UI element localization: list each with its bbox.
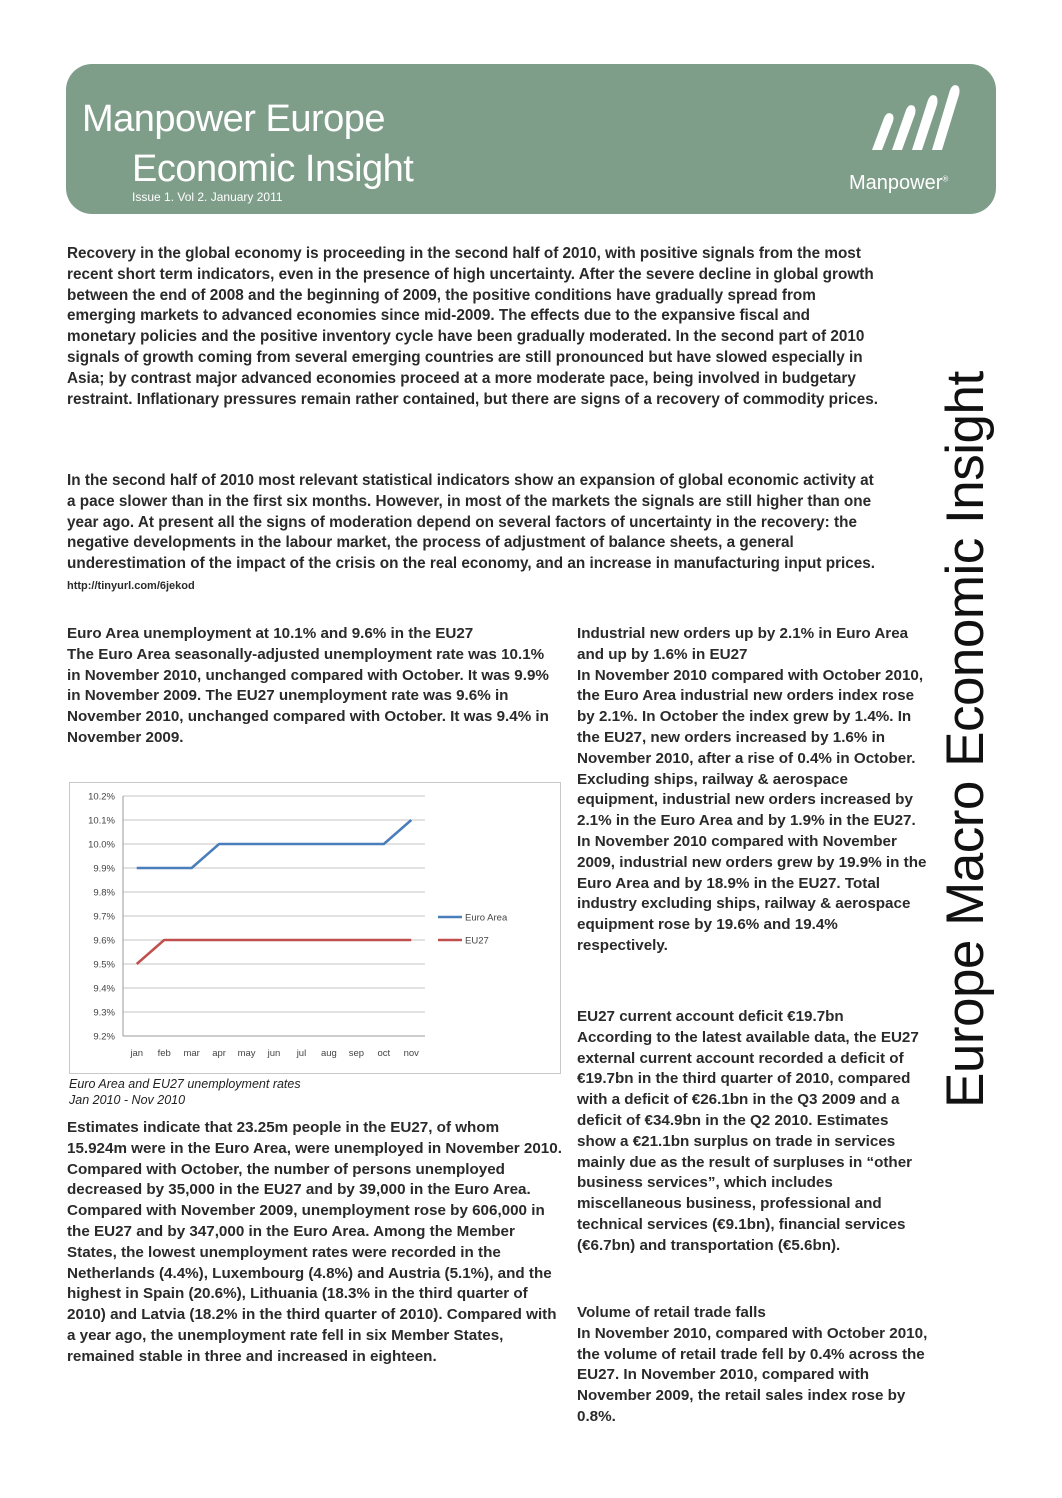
y-tick-label: 9.9% [93, 863, 115, 875]
x-tick-label: nov [403, 1048, 419, 1059]
deficit-heading: EU27 current account deficit €19.7bn [577, 1008, 844, 1025]
orders-body: In November 2010 compared with October 2010, the Euro Area industrial new orders index rose by 2.1%. In October the index grew by 1.4%. In the EU27, new orders increased by 1.6% in November 2010, after a rise of 0.4% in October. Excluding ships, railway & aerospace equipment, industrial new orders increased by 2.1% in the Euro Area and by 1.9% in the EU27. In November 2010 compared with November 2009, industrial new orders grew by 19.9% in the Euro Area and by 18.9% in the EU27. Total industry excluding ships, railway & aerospace equipment rose by 19.6% and 19.4% respectively. [577, 666, 927, 954]
x-tick-label: sep [348, 1048, 365, 1059]
y-tick-label: 9.7% [93, 911, 115, 923]
x-tick-label: oct [377, 1048, 391, 1059]
y-tick-label: 9.2% [93, 1031, 115, 1043]
unemployment-section [67, 624, 557, 749]
y-tick-label: 9.8% [93, 887, 115, 899]
x-tick-label: jan [130, 1048, 144, 1059]
retail-heading: Volume of retail trade falls [577, 1304, 766, 1321]
x-tick-label: may [237, 1048, 256, 1059]
retail-body: In November 2010, compared with October 2010, the volume of retail trade fell by 0.4% across the EU27. In November 2010, compared with November 2009, the retail sales index rose by 0.8%. [577, 1324, 928, 1425]
x-tick-label: jun [267, 1048, 281, 1059]
side-title: Europe Macro Economic Insight [936, 371, 995, 1108]
y-tick-label: 10.1% [88, 815, 115, 827]
y-tick-label: 9.4% [93, 983, 115, 995]
y-tick-label: 9.6% [93, 935, 115, 947]
x-tick-label: mar [183, 1048, 200, 1059]
manpower-wordmark: Manpower® [849, 172, 949, 194]
legend-label: EU27 [465, 935, 489, 947]
banner-title-line1: Manpower Europe [82, 98, 386, 140]
chart-caption [69, 1076, 301, 1108]
x-tick-label: aug [320, 1048, 337, 1059]
unemployment-chart [69, 782, 561, 1074]
y-tick-label: 10.2% [88, 791, 115, 803]
banner-title-line2: Economic Insight [132, 148, 414, 190]
intro-paragraph-1: Recovery in the global economy is proceeding in the second half of 2010, with positive signals from the most recent short term indicators, even in the presence of high uncertainty. After the severe decline in global growth between the end of 2008 and the beginning of 2009, the positive conditions have gradually spread from emerging markets to advanced economies since mid-2009. The effects due to the expansive fiscal and monetary policies and the positive inventory cycle have been gradually moderated. In the second part of 2010 signals of growth coming from several emerging countries are still pronounced but have slowed especially in Asia; by contrast major advanced economies proceed at a more moderate pace, being involved in budgetary restraint. Inflationary pressures remain rather contained, but there are signs of a recovery of commodity prices. [67, 245, 878, 408]
y-tick-label: 9.3% [93, 1007, 115, 1019]
y-tick-label: 9.5% [93, 959, 115, 971]
chart-caption-line1: Euro Area and EU27 unemployment rates [69, 1077, 301, 1091]
unemployment-body: The Euro Area seasonally-adjusted unemployment rate was 10.1% in November 2010, unchanged compared with October. It was 9.9% in November 2009. The EU27 unemployment rate was 9.6% in November 2010, unchanged compared with October. It was 9.4% in November 2009. [67, 645, 549, 746]
deficit-body: According to the latest available data, the EU27 external current account recorded a deficit of €19.7bn in the third quarter of 2010, compared with a deficit of €26.1bn in the Q3 2009 and a deficit of €34.9bn in the Q2 2010. Estimates show a €21.1bn surplus on trade in services mainly due as the result of surpluses in “other business services”, which includes miscellaneous business, professional and technical services (€9.1bn), financial services (€6.7bn) and transportation (€5.6bn). [577, 1028, 919, 1254]
unemployment-heading: Euro Area unemployment at 10.1% and 9.6% in the EU27 [67, 625, 474, 642]
x-tick-label: jul [296, 1048, 307, 1059]
y-tick-label: 10.0% [88, 839, 115, 851]
orders-section [577, 624, 929, 957]
issue-label: Issue 1. Vol 2. January 2011 [132, 190, 283, 204]
retail-section [577, 1303, 929, 1428]
header-banner [66, 64, 996, 214]
chart-caption-line2: Jan 2010 - Nov 2010 [69, 1093, 186, 1107]
manpower-logo-icon [864, 84, 974, 154]
orders-heading: Industrial new orders up by 2.1% in Euro Area and up by 1.6% in EU27 [577, 625, 909, 663]
x-tick-label: feb [157, 1048, 171, 1059]
article-link[interactable]: http://tinyurl.com/6jekod [67, 579, 195, 592]
intro-paragraph-2: In the second half of 2010 most relevant statistical indicators show an expansion of global economic activity at a pace slower than in the first six months. However, in most of the markets the signals are still higher than one year ago. At present all the signs of moderation depend on several factors of uncertainty in the recovery: the negative developments in the labour market, the process of adjustment of balance sheets, a general underestimation of the impact of the crisis on the real economy, and an increase in manufacturing input prices. http://tinyurl.com/6jekod [67, 472, 876, 592]
series-line-eu27 [137, 940, 412, 964]
legend-label: Euro Area [465, 912, 508, 924]
estimates-paragraph: Estimates indicate that 23.25m people in the EU27, of whom 15.924m were in the Euro Area, were unemployed in November 2010. Compared with October, the number of persons unemployed decreased by 35,000 in the EU27 and by 39,000 in the Euro Area. Compared with November 2009, unemployment rose by 606,000 in the EU27 and by 347,000 in the Euro Area. Among the Member States, the lowest unemployment rates were recorded in the Netherlands (4.4%), Luxembourg (4.8%) and Austria (5.1%), and the highest in Spain (20.6%), Lithuania (18.3% in the third quarter of 2010) and Latvia (18.2% in the third quarter of 2010). Compared with a year ago, the unemployment rate fell in six Member States, remained stable in three and increased in eighteen. [67, 1119, 562, 1365]
x-tick-label: apr [212, 1048, 226, 1059]
deficit-section [577, 1007, 929, 1257]
chart-canvas [70, 783, 560, 1073]
